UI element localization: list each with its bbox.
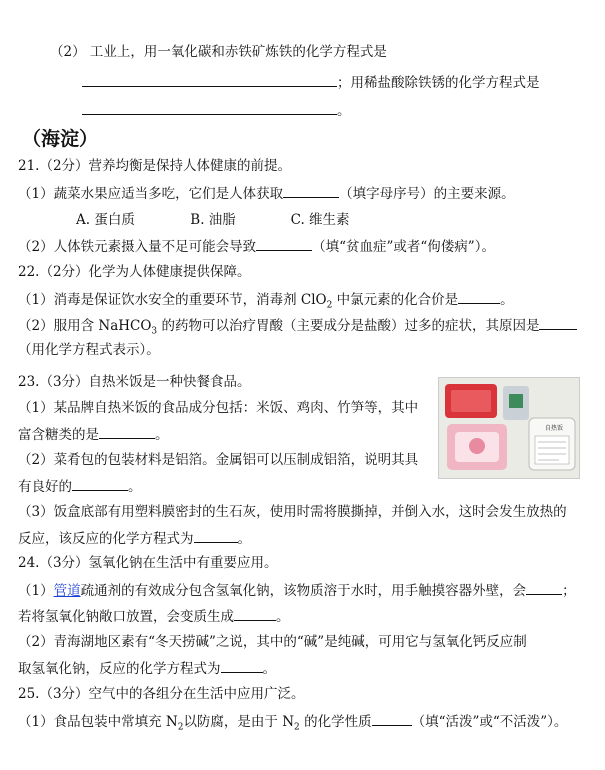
q23-part2-text: 有良好的 — [18, 479, 72, 495]
q22-part1 — [18, 289, 514, 316]
q22-part1-end: 。 — [500, 292, 514, 308]
self-heating-rice-illustration — [439, 378, 579, 478]
q24-part1-text-c: 若将氢氧化钠敞口放置，会变质生成 — [18, 609, 234, 625]
q22-sub: 2 — [326, 300, 333, 311]
q25-part1-text: （1）食品包装中常填充 N — [18, 714, 178, 730]
answer-blank[interactable] — [72, 476, 128, 491]
q21-part2 — [18, 236, 495, 257]
photo-label-text: 自热饭 — [545, 425, 564, 432]
answer-blank[interactable] — [221, 658, 263, 673]
q23-part2-b — [18, 476, 142, 497]
q24-stem: 24.（3分）氢氧化钠在生活中有重要应用。 — [18, 555, 278, 571]
q25-part1-text-d: （填“活泼”或“不活泼”）。 — [411, 714, 568, 730]
q24-part2-end: 。 — [262, 661, 276, 677]
q22-part2-text: （2）服用含 NaHCO — [18, 318, 152, 334]
q22-part1-text: （1）消毒是保证饮水安全的重要环节，消毒剂 ClO — [18, 292, 327, 308]
q22-sub: 3 — [151, 326, 158, 337]
q25-sub2: 2 — [294, 722, 300, 733]
answer-blank[interactable] — [82, 100, 337, 115]
q24-part1-b — [18, 606, 290, 627]
answer-blank[interactable] — [194, 528, 238, 543]
q21-option-a: A. 蛋白质 — [76, 212, 135, 228]
answer-blank[interactable] — [372, 711, 412, 726]
q24-part2-text: 取氢氧化钠，反应的化学方程式为 — [18, 661, 221, 677]
answer-blank[interactable] — [99, 424, 155, 439]
q-prev-part2-line3 — [82, 100, 351, 121]
q21-part1-text-b: （填字母序号）的主要来源。 — [339, 186, 515, 202]
q25-stem: 25.（3分）空气中的各组分在生活中应用广泛。 — [18, 686, 305, 702]
q21-part2-text-b: （填“贫血症”或者“佝偻病”）。 — [312, 239, 495, 255]
q23-part1-end: 。 — [155, 427, 169, 443]
q23-part3-text: 反应，该反应的化学方程式为 — [18, 531, 194, 547]
q24-part1-semicolon: ； — [562, 583, 576, 599]
q24-part2-b — [18, 658, 276, 679]
answer-blank[interactable] — [539, 315, 577, 330]
q23-part1-b — [18, 424, 169, 445]
q21-part2-text: （2）人体铁元素摄入量不足可能会导致 — [18, 239, 257, 255]
q22-part2 — [18, 315, 577, 342]
q23-stem: 23.（3分）自热米饭是一种快餐食品。 — [18, 374, 251, 390]
q23-part2-a: （2）菜肴包的包装材料是铝箔。金属铝可以压制成铝箔，说明其具 — [18, 452, 419, 468]
q22-stem: 22.（2分）化学为人体健康提供保障。 — [18, 264, 251, 280]
q25-part1-text-b: 以防腐，是由于 N — [183, 714, 295, 730]
q24-part1-end: 。 — [276, 609, 290, 625]
q21-option-b: B. 油脂 — [190, 212, 236, 228]
q21-stem: 21.（2分）营养均衡是保持人体健康的前提。 — [18, 158, 292, 174]
q23-part1-text: 富含糖类的是 — [18, 427, 99, 443]
section-title: （海淀） — [22, 128, 99, 150]
q23-part3-end: 。 — [237, 531, 251, 547]
q21-part1-text: （1）蔬菜水果应适当多吃，它们是人体获取 — [18, 186, 284, 202]
answer-blank[interactable] — [256, 236, 312, 251]
q21-options — [76, 210, 350, 230]
q24-part2-a: （2）青海湖地区素有“冬天捞碱”之说，其中的“碱”是纯碱，可用它与氢氧化钙反应制 — [18, 634, 527, 650]
q21-option-c: C. 维生素 — [290, 212, 350, 228]
q25-part1 — [18, 711, 567, 738]
q-prev-part2-text: 工业上，用一氧化碳和赤铁矿炼铁的化学方程式是 — [89, 44, 387, 60]
answer-blank[interactable] — [458, 289, 500, 304]
q22-part1-text-b: 中氯元素的化合价是 — [332, 292, 459, 308]
answer-blank[interactable] — [283, 183, 339, 198]
q23-part3-b — [18, 528, 251, 549]
q-prev-part2-mid: ；用稀盐酸除铁锈的化学方程式是 — [337, 75, 540, 91]
q21-part1 — [18, 183, 515, 204]
q22-part2-cont: （用化学方程式表示）。 — [18, 342, 160, 358]
q23-part3-a: （3）饭盒底部有用塑料膜密封的生石灰，使用时需将膜撕掉，并倒入水，这时会发生放热的 — [18, 504, 567, 520]
q24-part1-num: （1） — [18, 583, 54, 599]
q-prev-part2-line2 — [82, 72, 540, 93]
q-prev-part2-end: 。 — [337, 103, 351, 119]
pipe-link[interactable]: 管道 — [53, 583, 81, 599]
q23-part2-end: 。 — [128, 479, 142, 495]
q24-part1-a — [18, 580, 576, 601]
answer-blank[interactable] — [82, 72, 337, 87]
answer-blank[interactable] — [234, 606, 276, 621]
q25-part1-text-c: 的化学性质 — [299, 714, 372, 730]
answer-blank[interactable] — [526, 580, 562, 595]
q25-sub: 2 — [177, 722, 184, 733]
q-prev-part2-num: （2） — [50, 44, 86, 60]
q24-part1-text: 疏通剂的有效成分包含氢氧化钠，该物质溶于水时，用手触摸容器外壁，会 — [80, 583, 527, 599]
q-prev-part2-line1 — [50, 42, 387, 62]
self-heating-rice-photo — [438, 377, 580, 479]
q22-part2-text-b: 的药物可以治疗胃酸（主要成分是盐酸）过多的症状，其原因是 — [157, 318, 540, 334]
q23-part1-a: （1）某品牌自热米饭的食品成分包括：米饭、鸡肉、竹笋等，其中 — [18, 400, 419, 416]
